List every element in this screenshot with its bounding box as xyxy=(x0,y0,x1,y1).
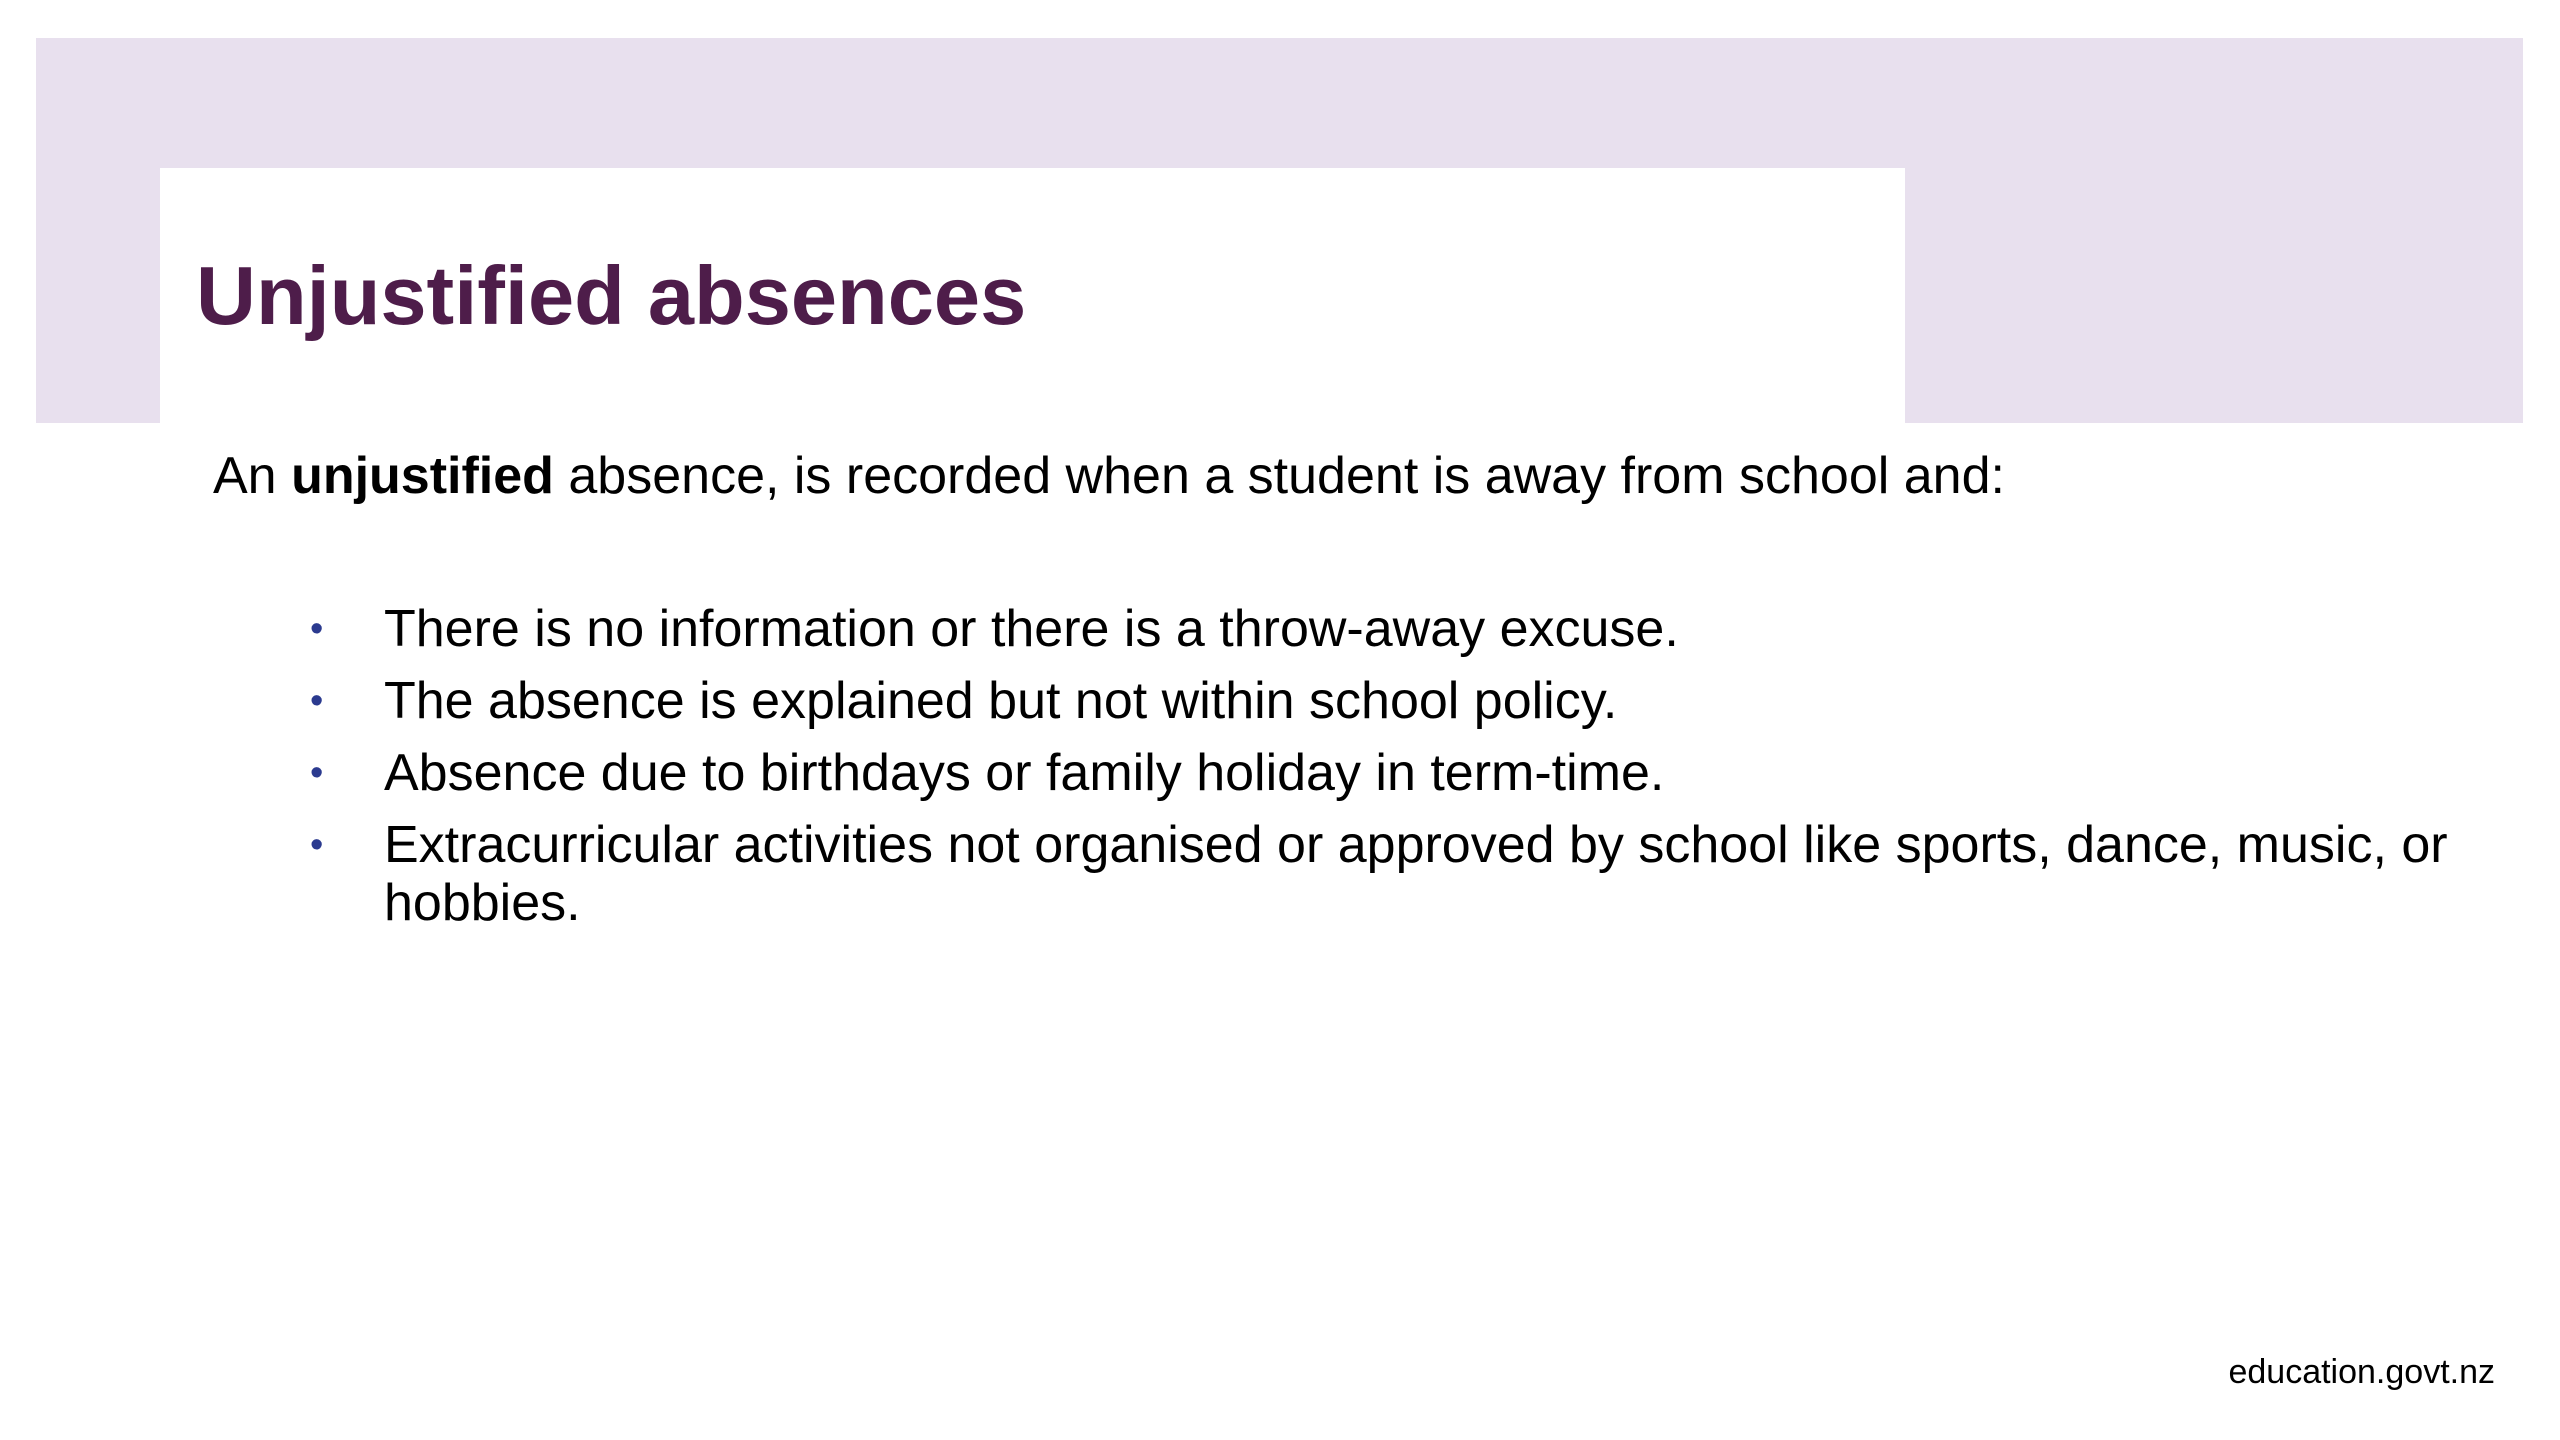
bullet-icon: • xyxy=(310,824,324,866)
bullet-text: Absence due to birthdays or family holiday in term-time. xyxy=(384,744,1665,802)
bullet-icon: • xyxy=(310,680,324,722)
list-item xyxy=(300,600,2480,658)
bullet-icon: • xyxy=(310,608,324,650)
footer-url: education.govt.nz xyxy=(2228,1353,2495,1391)
slide-title: Unjustified absences xyxy=(196,249,1027,342)
bullet-text: There is no information or there is a throw-away excuse. xyxy=(384,600,1679,658)
bullet-icon: • xyxy=(310,752,324,794)
list-item xyxy=(300,744,2480,802)
list-item xyxy=(300,672,2480,730)
bullet-text: Extracurricular activities not organised or approved by school like sports, dance, music, or hobbies. xyxy=(384,816,2448,932)
list-item xyxy=(300,816,2480,932)
bullet-text: The absence is explained but not within school policy. xyxy=(384,672,1618,730)
intro-text xyxy=(213,445,2005,507)
intro-emphasis: unjustified xyxy=(291,447,554,505)
bullet-list xyxy=(300,600,2480,946)
intro-prefix: An xyxy=(213,447,292,505)
intro-suffix: absence, is recorded when a student is away from school and: xyxy=(553,447,2005,505)
